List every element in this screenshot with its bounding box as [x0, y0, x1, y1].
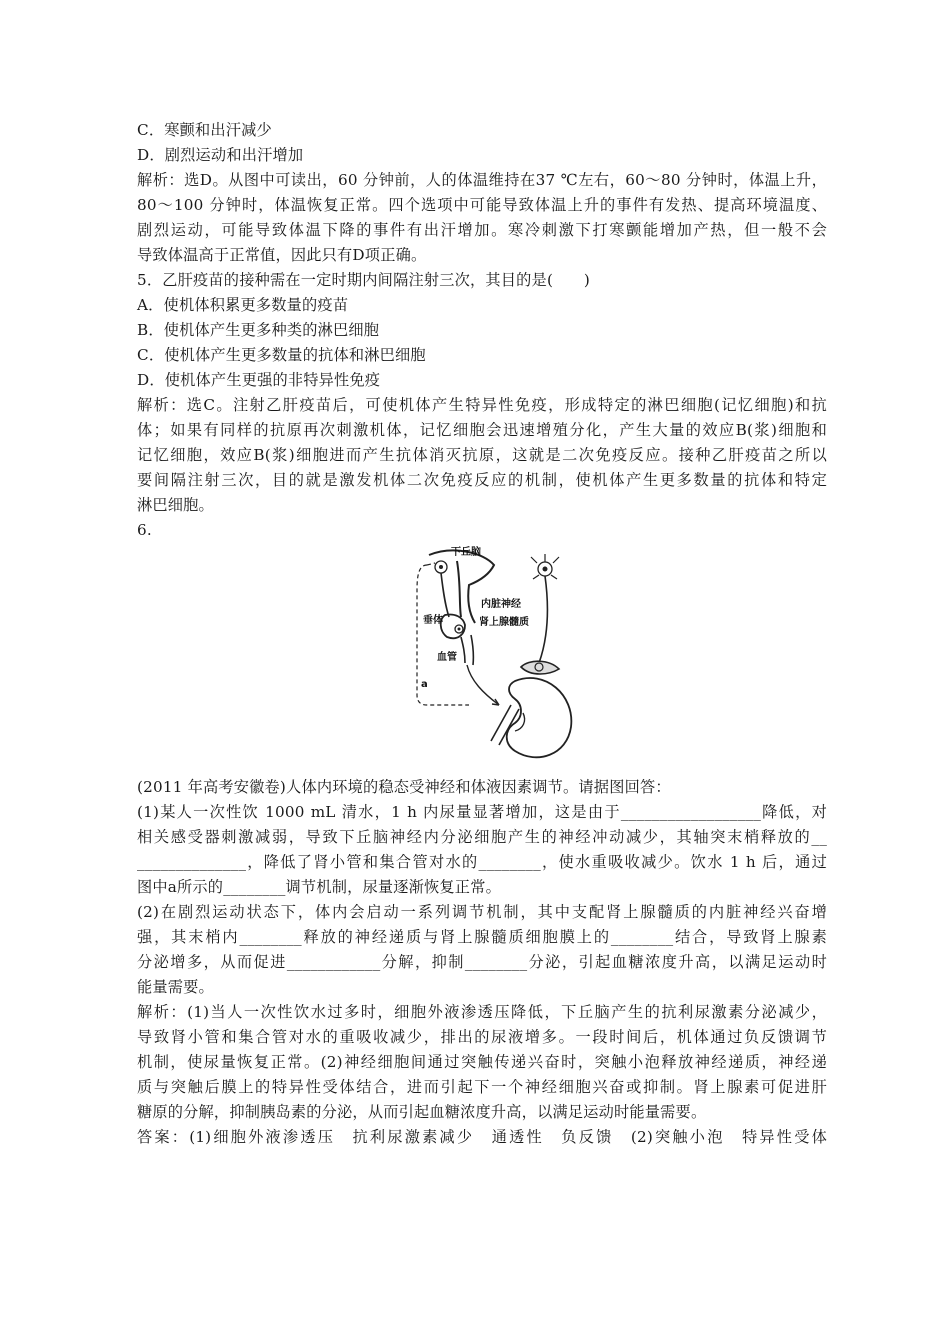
- question-6-number: 6.: [137, 521, 152, 539]
- analysis-4-line-1: 解析：选D。从图中可读出，60 分钟前，人的体温维持在37 ℃左右，60～80 分钟时，体温上升，: [137, 171, 827, 189]
- question-5-option-b: B．使机体产生更多种类的淋巴细胞: [137, 321, 380, 339]
- analysis-5-line-2: 体；如果有同样的抗原再次刺激机体，记忆细胞会迅速增殖分化，产生大量的效应B(浆)细胞和: [137, 421, 827, 439]
- analysis-5-line-5: 淋巴细胞。: [137, 496, 214, 514]
- question-6-part1-line-3: ______________，降低了肾小管和集合管对水的________，使水重吸收减少。饮水 1 h 后，通过: [137, 853, 827, 871]
- analysis-6-line-4: 质与突触后膜上的特异性受体结合，进而引起下一个神经细胞兴奋或抑制。肾上腺素可促进肝: [137, 1078, 827, 1096]
- option-c-prev: C．寒颤和出汗减少: [137, 121, 272, 139]
- question-5-option-d: D．使机体产生更强的非特异性免疫: [137, 371, 381, 389]
- question-5-option-a: A．使机体积累更多数量的疫苗: [137, 296, 349, 314]
- question-6-part1-line-4: 图中a所示的________调节机制，尿量逐渐恢复正常。: [137, 878, 501, 896]
- label-adrenal-medulla: 肾上腺髓质: [479, 617, 529, 628]
- label-visceral-nerve: 内脏神经: [481, 599, 521, 610]
- neuro-endocrine-diagram: [399, 545, 579, 767]
- label-hypothalamus: 下丘脑: [451, 547, 481, 558]
- analysis-6-line-2: 导致肾小管和集合管对水的重吸收减少，排出的尿液增多。一段时间后，机体通过负反馈调节: [137, 1028, 827, 1046]
- analysis-6-line-3: 机制，使尿量恢复正常。(2)神经细胞间通过突触传递兴奋时，突触小泡释放神经递质，神经递: [137, 1053, 827, 1071]
- question-6-part1-line-2: 相关感受器刺激减弱，导致下丘脑神经内分泌细胞产生的神经冲动减少，其轴突末梢释放的__: [137, 828, 827, 846]
- analysis-6-line-5: 糖原的分解，抑制胰岛素的分泌，从而引起血糖浓度升高，以满足运动时能量需要。: [137, 1103, 707, 1121]
- question-6-part2-line-1: (2)在剧烈运动状态下，体内会启动一系列调节机制，其中支配肾上腺髓质的内脏神经兴奋增: [137, 903, 827, 921]
- label-pituitary: 垂体: [423, 615, 443, 626]
- analysis-4-line-2: 80～100 分钟时，体温恢复正常。四个选项中可能导致体温上升的事件有发热、提高环境温度、: [137, 196, 827, 214]
- answer-6: 答案：(1)细胞外液渗透压 抗利尿激素减少 通透性 负反馈 (2)突触小泡 特异性受体: [137, 1128, 827, 1146]
- question-5-stem: 5．乙肝疫苗的接种需在一定时期内间隔注射三次，其目的是( ): [137, 271, 590, 289]
- option-d-prev: D．剧烈运动和出汗增加: [137, 146, 304, 164]
- question-6-part1-line-1: (1)某人一次性饮 1000 mL 清水，1 h 内尿量显著增加，这是由于__________________降低，对: [137, 803, 827, 821]
- question-6-intro: (2011 年高考安徽卷)人体内环境的稳态受神经和体液因素调节。请据图回答：: [137, 778, 671, 796]
- analysis-4-line-4: 导致体温高于正常值，因此只有D项正确。: [137, 246, 427, 264]
- label-a: a: [421, 679, 428, 690]
- document-page: [137, 118, 827, 1150]
- question-6-part2-line-3: 分泌增多，从而促进____________分解，抑制________分泌，引起血糖浓度升高，以满足运动时: [137, 953, 827, 971]
- question-5-option-c: C．使机体产生更多数量的抗体和淋巴细胞: [137, 346, 426, 364]
- label-blood-vessel: 血管: [437, 652, 457, 663]
- analysis-5-line-3: 记忆细胞，效应B(浆)细胞进而产生抗体消灭抗原，这就是二次免疫反应。接种乙肝疫苗之所以: [137, 446, 827, 464]
- figure-area: [137, 543, 827, 775]
- analysis-6-line-1: 解析：(1)当人一次性饮水过多时，细胞外液渗透压降低，下丘脑产生的抗利尿激素分泌减少，: [137, 1003, 827, 1021]
- question-6-part2-line-2: 强，其末梢内________释放的神经递质与肾上腺髓质细胞膜上的________结合，导致肾上腺素: [137, 928, 827, 946]
- question-6-part2-line-4: 能量需要。: [137, 978, 214, 996]
- analysis-4-line-3: 剧烈运动，可能导致体温下降的事件有出汗增加。寒冷刺激下打寒颤能增加产热，但一般不会: [137, 221, 827, 239]
- analysis-5-line-1: 解析：选C。注射乙肝疫苗后，可使机体产生特异性免疫，形成特定的淋巴细胞(记忆细胞)和抗: [137, 396, 827, 414]
- analysis-5-line-4: 要间隔注射三次，目的就是激发机体二次免疫反应的机制，使机体产生更多数量的抗体和特定: [137, 471, 827, 489]
